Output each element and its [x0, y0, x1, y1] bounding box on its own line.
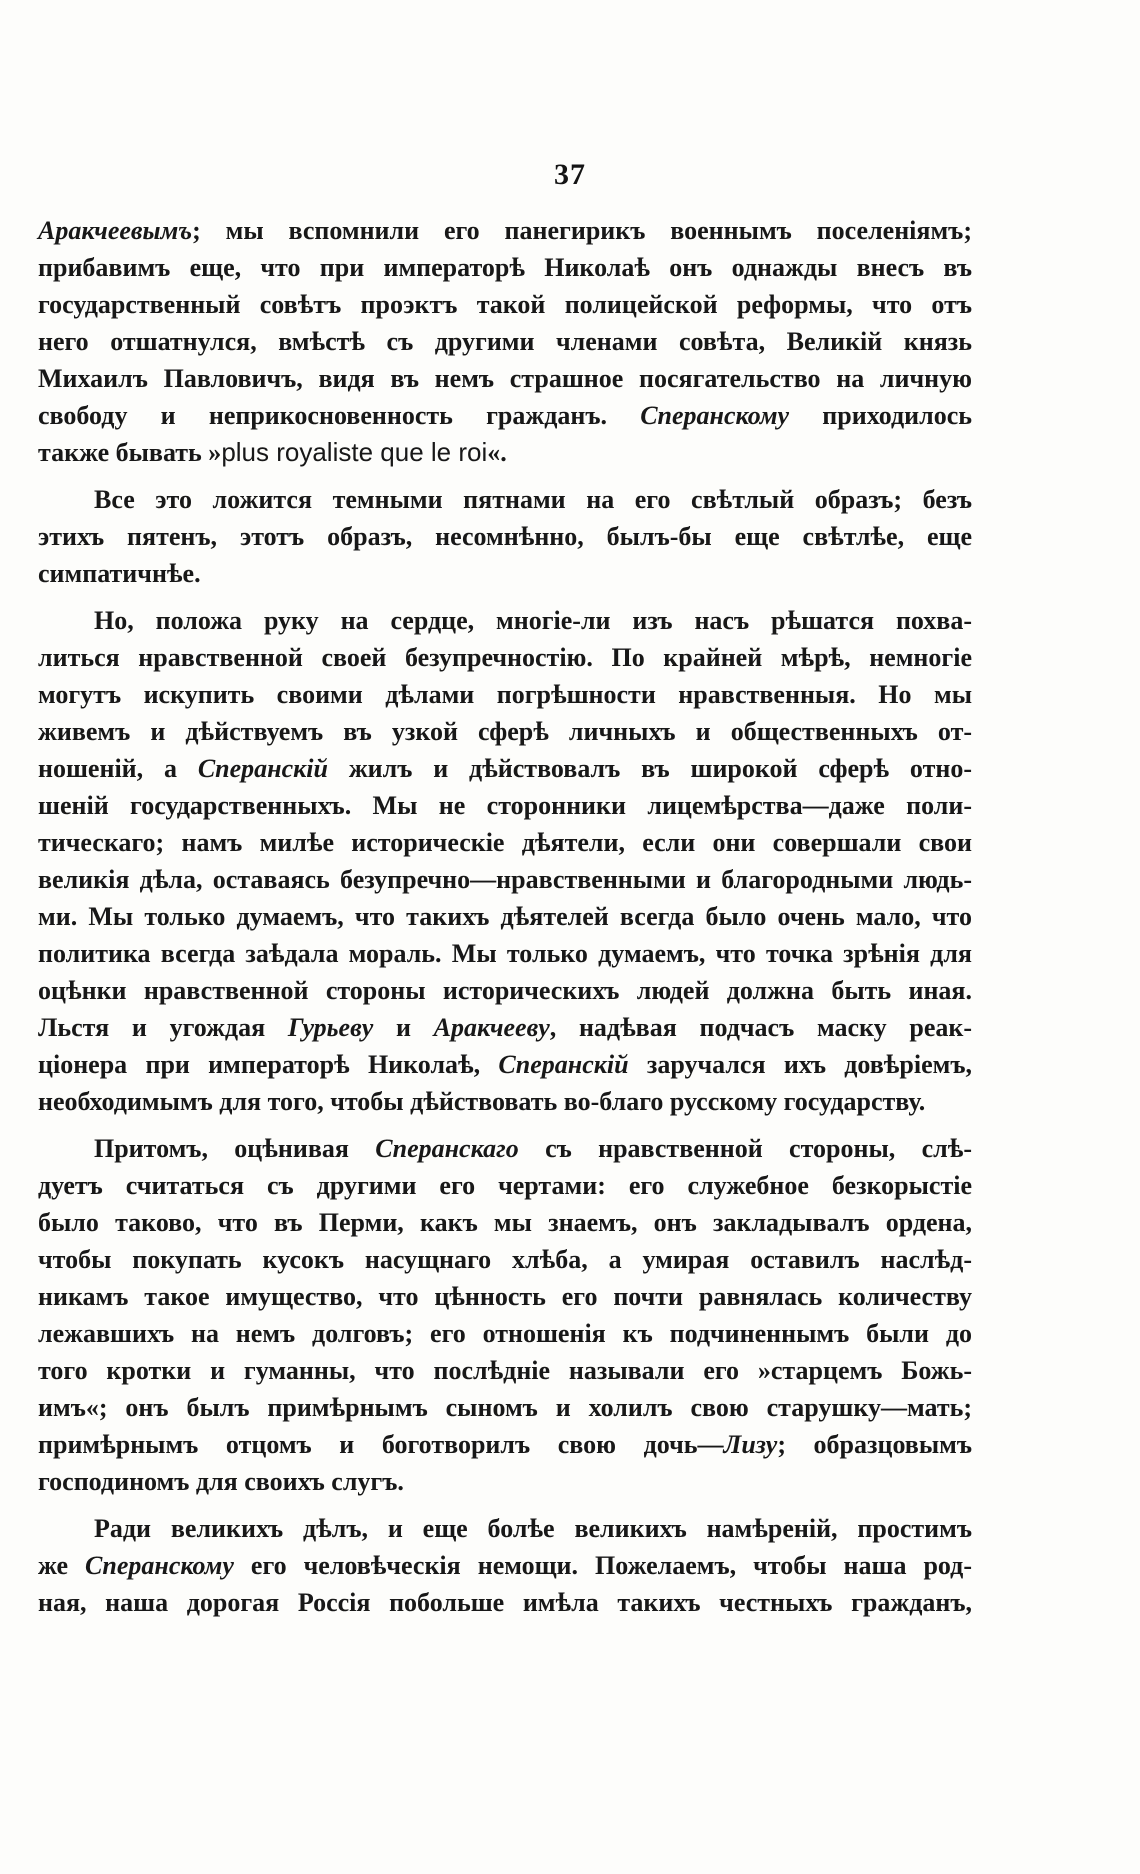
text-line — [38, 824, 972, 861]
text-line — [38, 713, 972, 750]
text-line — [38, 518, 972, 555]
italic-name: Лизу — [723, 1430, 778, 1459]
text-segment: живемъ и дѣйствуемъ въ узкой сферѣ личныхъ и общественныхъ от- — [38, 717, 972, 746]
text-line — [38, 1278, 972, 1315]
text-line — [38, 555, 972, 592]
italic-name: Аракчееву — [433, 1013, 550, 1042]
text-segment: и — [373, 1013, 434, 1042]
text-segment: того кротки и гуманны, что послѣдніе называли его »старцемъ Божь- — [38, 1356, 972, 1385]
text-line — [38, 787, 972, 824]
text-line — [38, 1389, 972, 1426]
italic-name: Сперанскому — [640, 401, 790, 430]
foreign-phrase: plus royaliste que le roi — [221, 437, 488, 467]
text-segment: лежавшихъ на немъ долговъ; его отношенія къ подчиненнымъ были до — [38, 1319, 972, 1348]
text-segment: ; мы вспомнили его панегирикъ военнымъ поселеніямъ; — [192, 216, 972, 245]
text-segment: же — [38, 1551, 86, 1580]
text-line — [38, 212, 972, 249]
text-segment: необходимымъ для того, чтобы дѣйствовать во-благо русскому государству. — [38, 1087, 926, 1116]
text-line — [38, 935, 972, 972]
text-segment: «. — [487, 438, 507, 467]
text-line — [38, 861, 972, 898]
text-line — [38, 434, 972, 471]
text-segment: политика всегда заѣдала мораль. Мы только думаемъ, что точка зрѣнія для — [38, 939, 972, 968]
text-segment: никамъ такое имущество, что цѣнность его почти равнялась количеству — [38, 1282, 972, 1311]
text-segment: могутъ искупить своими дѣлами погрѣшности нравственныя. Но мы — [38, 680, 972, 709]
italic-name: Сперанскому — [85, 1551, 234, 1580]
text-segment: также бывать » — [38, 438, 222, 467]
text-line — [38, 1241, 972, 1278]
text-line — [38, 639, 972, 676]
text-line — [38, 286, 972, 323]
text-segment: ціонера при императорѣ Николаѣ, — [38, 1050, 499, 1079]
text-segment: приходилось — [789, 401, 972, 430]
text-line — [38, 1130, 972, 1167]
text-segment: ми. Мы только думаемъ, что такихъ дѣятелей всегда было очень мало, что — [38, 902, 972, 931]
text-line — [38, 602, 972, 639]
text-line — [38, 1547, 972, 1584]
text-segment: этихъ пятенъ, этотъ образъ, несомнѣнно, былъ-бы еще свѣтлѣе, еще — [38, 522, 972, 551]
text-segment: великія дѣла, оставаясь безупречно—нравственными и благородными людь- — [38, 865, 972, 894]
text-line — [38, 1426, 972, 1463]
text-line — [38, 750, 972, 787]
text-segment: ношеній, а — [38, 754, 198, 783]
text-segment: ; образцовымъ — [777, 1430, 973, 1459]
text-line — [38, 898, 972, 935]
text-segment: шеній государственныхъ. Мы не сторонники лицемѣрства—даже поли- — [38, 791, 972, 820]
page-number: 37 — [554, 158, 586, 191]
text-line — [38, 972, 972, 1009]
italic-name: Гурьеву — [287, 1013, 374, 1042]
text-segment: примѣрнымъ отцомъ и боготворилъ свою дочь— — [38, 1430, 724, 1459]
text-line — [38, 1510, 972, 1547]
text-segment: Но, положа руку на сердце, многіе-ли изъ насъ рѣшатся похва- — [94, 606, 972, 635]
text-segment: дуетъ считаться съ другими его чертами: его служебное безкорыстіе — [38, 1171, 972, 1200]
text-segment: имъ«; онъ былъ примѣрнымъ сыномъ и холилъ свою старушку—мать; — [38, 1393, 972, 1422]
text-line — [38, 1083, 972, 1120]
text-segment: государственный совѣтъ проэктъ такой полицейской реформы, что отъ — [38, 290, 972, 319]
text-segment: его человѣческія немощи. Пожелаемъ, чтобы наша род- — [233, 1551, 972, 1580]
text-segment: ная, наша дорогая Россія побольше имѣла такихъ честныхъ гражданъ, — [38, 1588, 972, 1617]
text-segment: него отшатнулся, вмѣстѣ съ другими членами совѣта, Великій князь — [38, 327, 972, 356]
italic-name: Сперанскій — [498, 1050, 629, 1079]
text-segment: Михаилъ Павловичъ, видя въ немъ страшное посягательство на личную — [38, 364, 972, 393]
text-segment: прибавимъ еще, что при императорѣ Николаѣ онъ однажды внесъ въ — [38, 253, 972, 282]
text-line — [38, 323, 972, 360]
text-line — [38, 481, 972, 518]
text-segment: свободу и неприкосновенность гражданъ. — [38, 401, 641, 430]
text-line — [38, 1204, 972, 1241]
text-segment: литься нравственной своей безупречностію. По крайней мѣрѣ, немногіе — [38, 643, 972, 672]
text-line — [38, 676, 972, 713]
text-segment: , надѣвая подчасъ маску реак- — [549, 1013, 972, 1042]
text-segment: оцѣнки нравственной стороны историческихъ людей должна быть иная. — [38, 976, 972, 1005]
text-line — [38, 1167, 972, 1204]
text-segment: съ нравственной стороны, слѣ- — [518, 1134, 972, 1163]
text-line — [38, 1315, 972, 1352]
text-segment: чтобы покупать кусокъ насущнаго хлѣба, а умирая оставилъ наслѣд- — [38, 1245, 972, 1274]
text-line — [38, 397, 972, 434]
italic-name: Сперанскій — [197, 754, 328, 783]
body-text — [38, 212, 972, 1621]
text-segment: симпатичнѣе. — [38, 559, 201, 588]
text-segment: тическаго; намъ милѣе историческіе дѣятели, если они совершали свои — [38, 828, 972, 857]
text-segment: заручался ихъ довѣріемъ, — [628, 1050, 972, 1079]
text-segment: Льстя и угождая — [38, 1013, 288, 1042]
text-line — [38, 1046, 972, 1083]
text-segment: Притомъ, оцѣнивая — [94, 1134, 376, 1163]
text-line — [38, 1463, 972, 1500]
text-segment: Все это ложится темными пятнами на его свѣтлый образъ; безъ — [94, 485, 972, 514]
text-segment: было таково, что въ Перми, какъ мы знаемъ, онъ закладывалъ ордена, — [38, 1208, 972, 1237]
text-line — [38, 360, 972, 397]
text-line — [38, 1352, 972, 1389]
text-line — [38, 249, 972, 286]
text-line — [38, 1009, 972, 1046]
text-segment: Ради великихъ дѣлъ, и еще болѣе великихъ намѣреній, простимъ — [94, 1514, 972, 1543]
italic-name: Аракчеевымъ — [38, 216, 193, 245]
italic-name: Сперанскаго — [375, 1134, 519, 1163]
text-segment: жилъ и дѣйствовалъ въ широкой сферѣ отно- — [328, 754, 973, 783]
text-segment: господиномъ для своихъ слугъ. — [38, 1467, 404, 1496]
text-line — [38, 1584, 972, 1621]
